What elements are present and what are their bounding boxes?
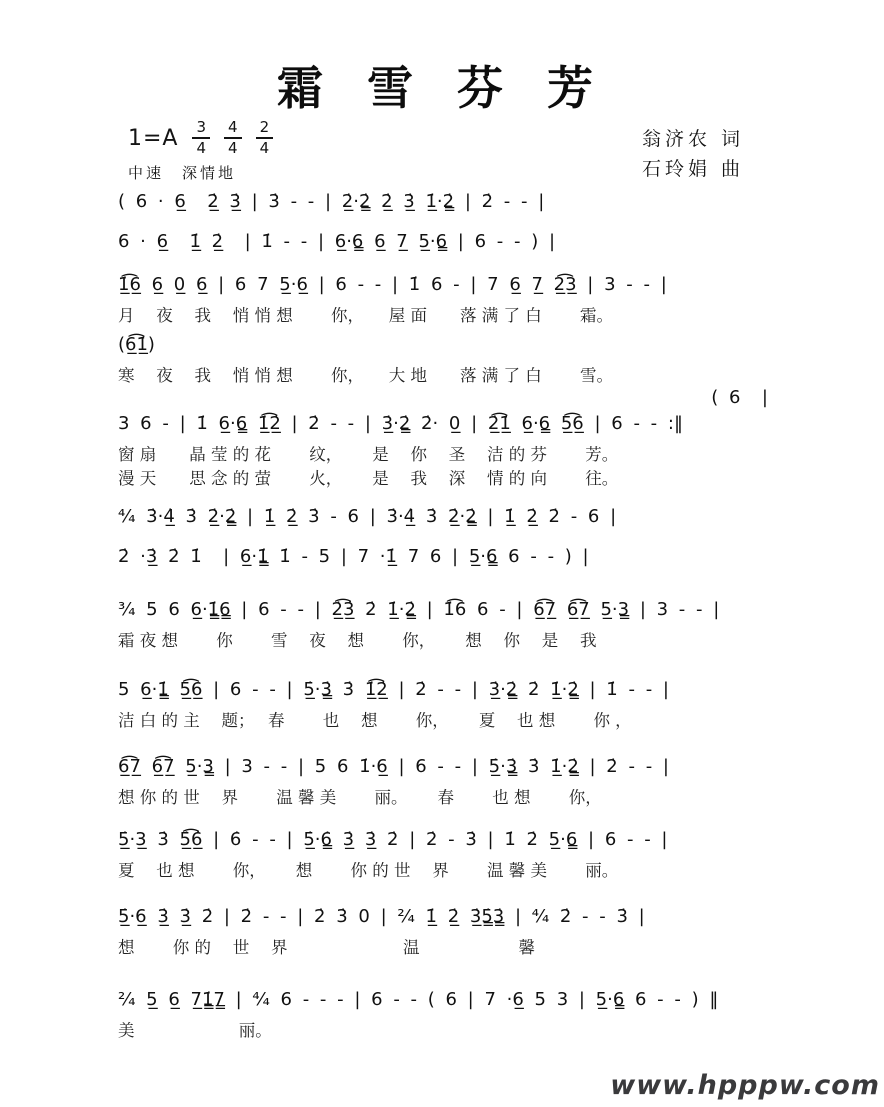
jianpu-notes: ( 6 · 6̲ 2̲̇ 3̲̇ | 3̇ - - | 2̲̇·2̳̇ 2̲̇ 3̲̇ 1̲̇·2̳̇ | 2̇ - - | bbox=[118, 191, 545, 212]
time-signature-3-4 bbox=[192, 120, 210, 156]
notation-line-alt-pickup bbox=[118, 333, 768, 387]
lyrics-row: 洁 白 的 主 题； 春 也 想 你， 夏 也 想 你 ， bbox=[118, 711, 632, 730]
notation-line-verse-1 bbox=[118, 273, 768, 327]
time-signature-2-4 bbox=[256, 120, 274, 156]
jianpu-notes: 2̇ ·3̲̇ 2̇ 1̇ | 6̲·1̳̇ 1̇ - 5 | 7 ·1̲̇ 7 6 | 5̲·6̳ 6 - - ) | bbox=[118, 546, 589, 567]
notation-line-chorus-3 bbox=[118, 755, 768, 809]
lyrics-row: 美 丽。 bbox=[118, 1021, 272, 1040]
notation-line-interlude-1 bbox=[118, 505, 768, 529]
lyrics-row: 霜 夜 想 你 雪 夜 想 你， 想 你 是 我 bbox=[118, 631, 597, 650]
tempo-expression-block bbox=[128, 162, 236, 183]
notation-line-interlude-2 bbox=[118, 545, 768, 569]
credits-block bbox=[642, 124, 744, 185]
time-sig-denominator: 4 bbox=[259, 139, 270, 157]
lyrics-row: 寒 夜 我 悄 悄 想 你， 大 地 落 满 了 白 雪。 bbox=[118, 366, 613, 385]
key-signature: 1=A bbox=[128, 125, 179, 151]
lyrics-row: 窗 扇 晶 莹 的 花 纹， 是 你 圣 洁 的 芬 芳。 bbox=[118, 445, 619, 464]
jianpu-notes: 5̲̇·3̲ 3̇ 5̲̇͡6̲̇ | 6̇ - - | 5̲̇·6̳̇ 3̲̇ 3̲̇ 2̇ | 2̇ - 3̇ | 1̇ 2̇ 5̲·6̳ | 6 - - | bbox=[118, 829, 668, 850]
lyrics-row: 想 你 的 世 界 温 馨 bbox=[118, 938, 535, 957]
time-sig-denominator: 4 bbox=[196, 139, 207, 157]
lyrics-row: 想 你 的 世 界 温 馨 美 丽。 春 也 想 你， bbox=[118, 788, 602, 807]
jianpu-notes: 1̲̇͡6̲ 6̲ 0̲ 6̲ | 6 7 5̲·6̲ | 6 - - | 1̇ 6 - | 7 6̲ 7̲ 2̲͡3̲ | 3 - - | bbox=[118, 274, 667, 295]
notation-line-chorus-2 bbox=[118, 678, 768, 732]
watermark-text: www.hpppw.com bbox=[610, 1070, 880, 1101]
notation-line-intro-1 bbox=[118, 190, 768, 214]
notation-line-verse-2 bbox=[118, 412, 768, 490]
song-title: 霜 雪 芬 芳 bbox=[276, 61, 608, 115]
jianpu-notes: 6 · 6̲ 1̲̇ 2̲̇ | 1̇ - - | 6̲·6̳ 6̲ 7̲ 5̲·6̳ | 6 - - ) | bbox=[118, 231, 556, 252]
notation-line-chorus-1 bbox=[118, 598, 768, 652]
jianpu-notes: ³⁄₄ 5 6 6̲·1̳̇6̳ | 6 - - | 2̲̇͡3̲̇ 2̇ 1̲̇·2̳̇ | 1̇͡6 6 - | 6̲͡7̲ 6̲͡7̲ 5̲·3̳ | 3 - - | bbox=[118, 599, 720, 620]
notation-line-intro-2 bbox=[118, 230, 768, 254]
jianpu-notes: ²⁄₄ 5̲ 6̲ 7̲1̳̇7̳ | ⁴⁄₄ 6 - - - | 6 - - ( 6 | 7 ·6̲ 5 3 | 5̲·6̳ 6 - - ) ‖ bbox=[118, 989, 719, 1010]
notation-pickup-right bbox=[118, 386, 768, 410]
time-sig-numerator: 4 bbox=[224, 120, 242, 139]
composer-credit: 石玲娟 曲 bbox=[642, 158, 745, 181]
tempo-marking: 中速 bbox=[128, 164, 165, 182]
notation-line-chorus-4 bbox=[118, 828, 768, 882]
time-signature-4-4 bbox=[224, 120, 242, 156]
key-signature-block bbox=[128, 120, 273, 156]
jianpu-notes: 5̲̇·6̲ 3̲̇ 3̲̇ 2̇ | 2̇ - - | 2̇ 3̇ 0 | ²⁄₄ 1̲̇ 2̲̇ 3̲̇5̳̇3̳̇ | ⁴⁄₄ 2̇ - - 3̇ | bbox=[118, 906, 645, 927]
notation-line-coda bbox=[118, 988, 768, 1042]
notation-line-chorus-5 bbox=[118, 905, 768, 959]
lyrics-row: 月 夜 我 悄 悄 想 你， 屋 面 落 满 了 白 霜。 bbox=[118, 306, 613, 325]
jianpu-notes: 3 6 - | 1̇ 6̲·6̳ 1̲̇͡2̲̇ | 2̇ - - | 3̲̇·2̳̇ 2̇· 0̲ | 2̲̇͡1̲̇ 6̲·6̳ 5̲͡6̲ | 6 - - :‖ bbox=[118, 413, 683, 434]
jianpu-notes: ⁴⁄₄ 3̇·4̲̇ 3̇ 2̲̇·2̳̇ | 1̲̇ 2̲̇ 3̇ - 6 | 3̇·4̲̇ 3̇ 2̲̇·2̳̇ | 1̲̇ 2̲̇ 2̇ - 6 | bbox=[118, 506, 617, 527]
jianpu-notes: 5 6̲·1̳̇ 5̲͡6̲ | 6 - - | 5̲̇·3̳̇ 3̇ 1̲̇͡2̲̇ | 2̇ - - | 3̲̇·2̳̇ 2̇ 1̲̇·2̳̇ | 1̇ - - | bbox=[118, 679, 669, 700]
lyrics-row: 夏 也 想 你， 想 你 的 世 界 温 馨 美 丽。 bbox=[118, 861, 619, 880]
lyrics-row: 漫 天 思 念 的 萤 火， 是 我 深 情 的 向 往。 bbox=[118, 469, 619, 488]
lyricist-credit: 翁济农 词 bbox=[642, 128, 745, 150]
jianpu-notes: (6̲͡1̲̇) bbox=[118, 334, 155, 355]
jianpu-notes: ( 6 | bbox=[711, 387, 768, 408]
time-sig-numerator: 3 bbox=[192, 120, 210, 139]
expression-marking: 深情地 bbox=[182, 164, 237, 182]
jianpu-notes: 6̲͡7̲ 6̲͡7̲ 5̲·3̳ | 3 - - | 5 6 1̇·6̲ | 6 - - | 5̲̇·3̳̇ 3̇ 1̲̇·2̳̇ | 2̇ - - | bbox=[118, 756, 669, 777]
time-sig-numerator: 2 bbox=[256, 120, 274, 139]
time-sig-denominator: 4 bbox=[228, 139, 238, 157]
